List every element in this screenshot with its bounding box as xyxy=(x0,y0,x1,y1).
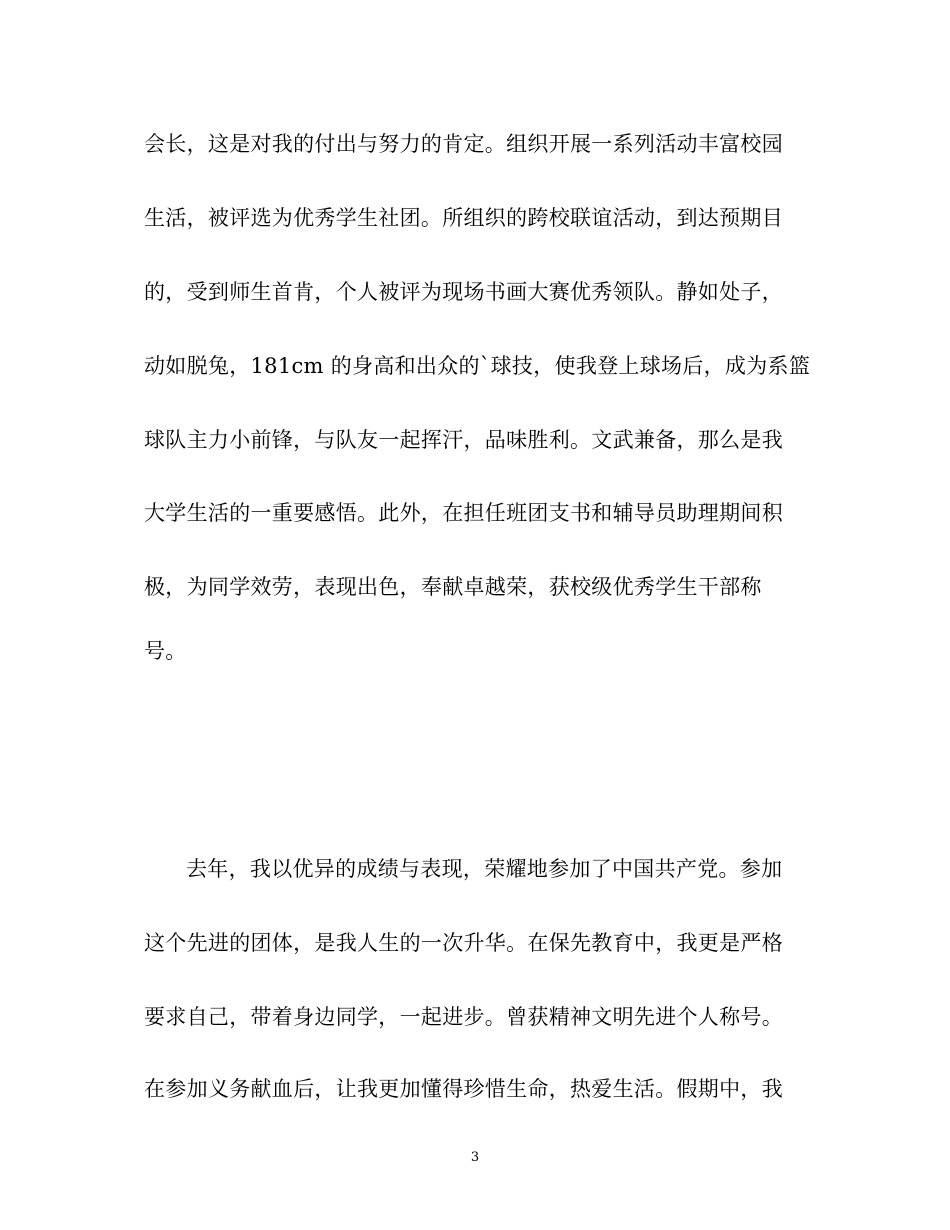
page-number: 3 xyxy=(470,1150,480,1165)
text-line: 要求自己，带着身边同学，一起进步。曾获精神文明先进个人称号。 xyxy=(144,1005,783,1029)
text-line: 生活，被评选为优秀学生社团。所组织的跨校联谊活动，到达预期目 xyxy=(144,206,783,230)
text-line: 球队主力小前锋，与队友一起挥汗，品味胜利。文武兼备，那么是我 xyxy=(144,428,783,452)
text-line-indented: 去年，我以优异的成绩与表现，荣耀地参加了中国共产党。参加 xyxy=(186,857,783,881)
text-line: 号。 xyxy=(144,639,187,663)
text-line: 大学生活的一重要感悟。此外，在担任班团支书和辅导员助理期间积 xyxy=(144,501,783,525)
text-line: 极，为同学效劳，表现出色，奉献卓越荣，获校级优秀学生干部称 xyxy=(144,575,762,599)
text-line: 动如脱兔，181cm 的身高和出众的`球技，使我登上球场后，成为系篮 xyxy=(144,354,811,378)
text-line: 这个先进的团体，是我人生的一次升华。在保先教育中，我更是严格 xyxy=(144,931,783,955)
text-line: 在参加义务献血后，让我更加懂得珍惜生命，热爱生活。假期中，我 xyxy=(144,1077,783,1101)
text-line: 会长，这是对我的付出与努力的肯定。组织开展一系列活动丰富校园 xyxy=(144,132,783,156)
text-line: 的，受到师生首肯，个人被评为现场书画大赛优秀领队。静如处子， xyxy=(144,280,783,304)
